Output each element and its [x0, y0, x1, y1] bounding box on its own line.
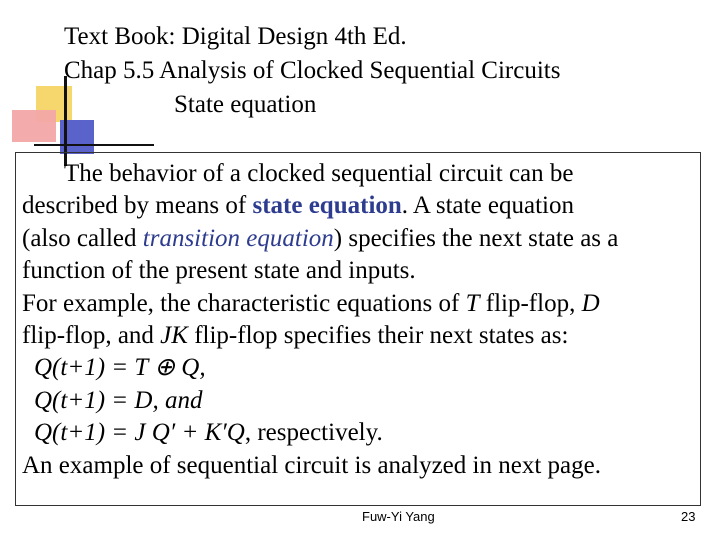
body-text: . A state equation	[401, 192, 574, 220]
symbol-JK: JK	[160, 322, 188, 350]
body-text: ) specifies the next state as a	[333, 224, 619, 252]
decorative-pink-square	[12, 110, 56, 142]
equation-T	[22, 352, 702, 384]
title-line-3: State equation	[174, 91, 317, 118]
body-line-1	[22, 158, 702, 190]
body-line-5	[22, 288, 702, 320]
body-text: An example of sequential circuit is analyzed in next page.	[22, 451, 601, 479]
symbol-D: D	[581, 289, 600, 317]
body-text: (also called	[22, 224, 143, 252]
term-transition-equation: transition equation	[142, 224, 334, 252]
slide-title	[64, 20, 560, 122]
body-text: flip-flop specifies their next states as:	[187, 322, 569, 350]
page-number: 23	[681, 509, 696, 524]
body-text: flip-flop,	[479, 289, 582, 317]
body-text: function of the present state and inputs.	[22, 257, 416, 285]
body-text: flip-flop, and	[22, 322, 161, 350]
body-text: For example, the characteristic equations of	[22, 289, 466, 317]
body-line-2	[22, 190, 702, 222]
title-line-2: Chap 5.5 Analysis of Clocked Sequential Circuits	[64, 57, 561, 84]
term-state-equation: state equation	[252, 192, 402, 220]
body-line-4	[22, 255, 702, 287]
footer-author: Fuw-Yi Yang	[362, 509, 435, 524]
equation-text: Q(t+1) = D, and	[34, 386, 203, 414]
body-line-6	[22, 320, 702, 352]
equation-tail: , respectively.	[244, 419, 383, 447]
title-line-1: Text Book: Digital Design 4th Ed.	[64, 23, 407, 50]
slide-body	[22, 158, 702, 482]
body-line-last	[22, 450, 702, 482]
equation-JK	[22, 417, 702, 449]
equation-D	[22, 385, 702, 417]
equation-text: Q(t+1) = J Q′ + K′Q	[34, 419, 245, 447]
body-text: The behavior of a clocked sequential circuit can be	[64, 160, 574, 187]
decorative-horizontal-line	[34, 144, 154, 146]
equation-text: Q(t+1) = T ⊕ Q,	[34, 354, 206, 382]
symbol-T: T	[465, 289, 480, 317]
body-text: described by means of	[22, 192, 253, 220]
body-line-3	[22, 223, 702, 255]
